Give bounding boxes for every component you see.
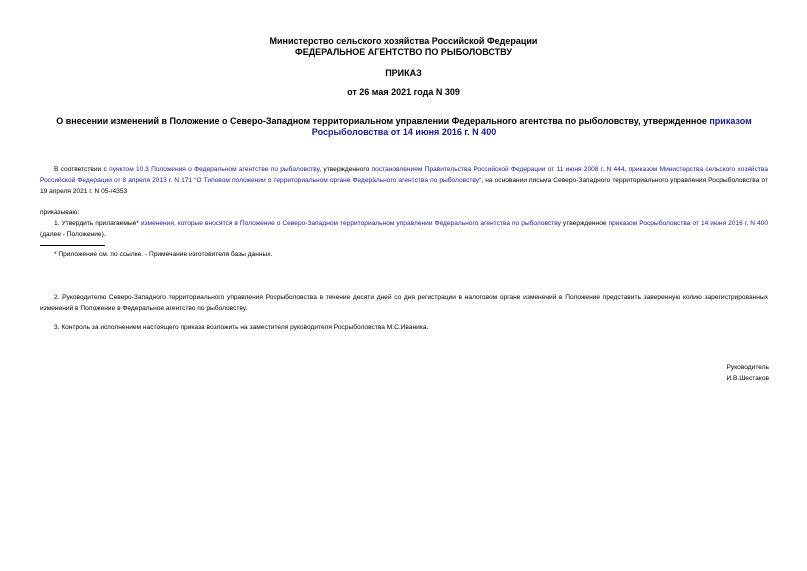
item-1-link-1[interactable]: изменения, которые вносятся в Положение о Северо-Западном территориальном управлении Федерального агентства по рыболовству <box>140 220 561 227</box>
preamble-text-1: В соответствии с <box>54 166 110 173</box>
preamble-text-2: , утвержденного <box>319 166 372 173</box>
document-title <box>40 116 768 138</box>
signature-position: Руководитель <box>726 364 769 371</box>
item-1-text-2: утвержденное <box>560 220 609 227</box>
item-1-text-3: (далее - Положение). <box>40 231 106 238</box>
preamble-link-1[interactable]: пунктом 10.3 Положения о Федеральном агентстве по рыболовству <box>109 166 320 173</box>
document-date-number: от 26 мая 2021 года N 309 <box>347 87 460 97</box>
order-word: приказываю: <box>40 209 80 216</box>
title-link[interactable]: приказом Росрыболовства от 14 июня 2016 г. N 400 <box>311 116 752 137</box>
preamble-link-2[interactable]: постановлением Правительства Российской Федерации от 11 июня 2008 г. N 444 <box>371 166 625 173</box>
signature-name: И.В.Шестаков <box>726 375 769 382</box>
ministry-title: Министерство сельского хозяйства Российской Федерации <box>269 36 538 46</box>
agency-title: ФЕДЕРАЛЬНОЕ АГЕНТСТВО ПО РЫБОЛОВСТВУ <box>295 47 512 57</box>
document-type: ПРИКАЗ <box>385 68 422 78</box>
footnote: * Приложение см. по ссылке. - Примечание изготовителя базы данных. <box>54 251 273 258</box>
footnote-divider <box>40 245 105 246</box>
preamble-paragraph <box>40 164 768 197</box>
title-text: О внесении изменений в Положение о Северо-Западном территориальном управлении Федерального агентства по рыболовству, утвержденное <box>56 116 710 126</box>
preamble-text-3: , <box>624 166 629 173</box>
item-2-paragraph: 2. Руководителю Северо-Западного территориального управления Росрыболовства в течение десяти дней со дня регистрации в налоговом органе изменений в Положение представить заверенную копию зарегистрированных изменений в Положение в Федеральное агентство по рыболовству. <box>40 294 768 312</box>
item-1-link-2[interactable]: приказом Росрыболовства от 14 июня 2016 г. N 400 <box>608 220 768 227</box>
item-3-paragraph: 3. Контроль за исполнением настоящего приказа возложить на заместителя руководителя Росрыболовства М.С.Иваника. <box>54 324 429 331</box>
item-1-paragraph <box>40 218 768 240</box>
preamble-link-3[interactable]: приказом Министерства сельского хозяйства Российской Федерации от 8 апреля 2013 г. N 171 "О Типовом положении о территориальном органе Федерального агентства по рыболовству" <box>40 166 769 184</box>
item-1-text-1: 1. Утвердить прилагаемые* <box>54 220 141 227</box>
preamble-text-4: , на основании письма Северо-Западного территориального управления Росрыболовства от 19 апреля 2021 г. N 05-/4353 <box>40 177 768 195</box>
